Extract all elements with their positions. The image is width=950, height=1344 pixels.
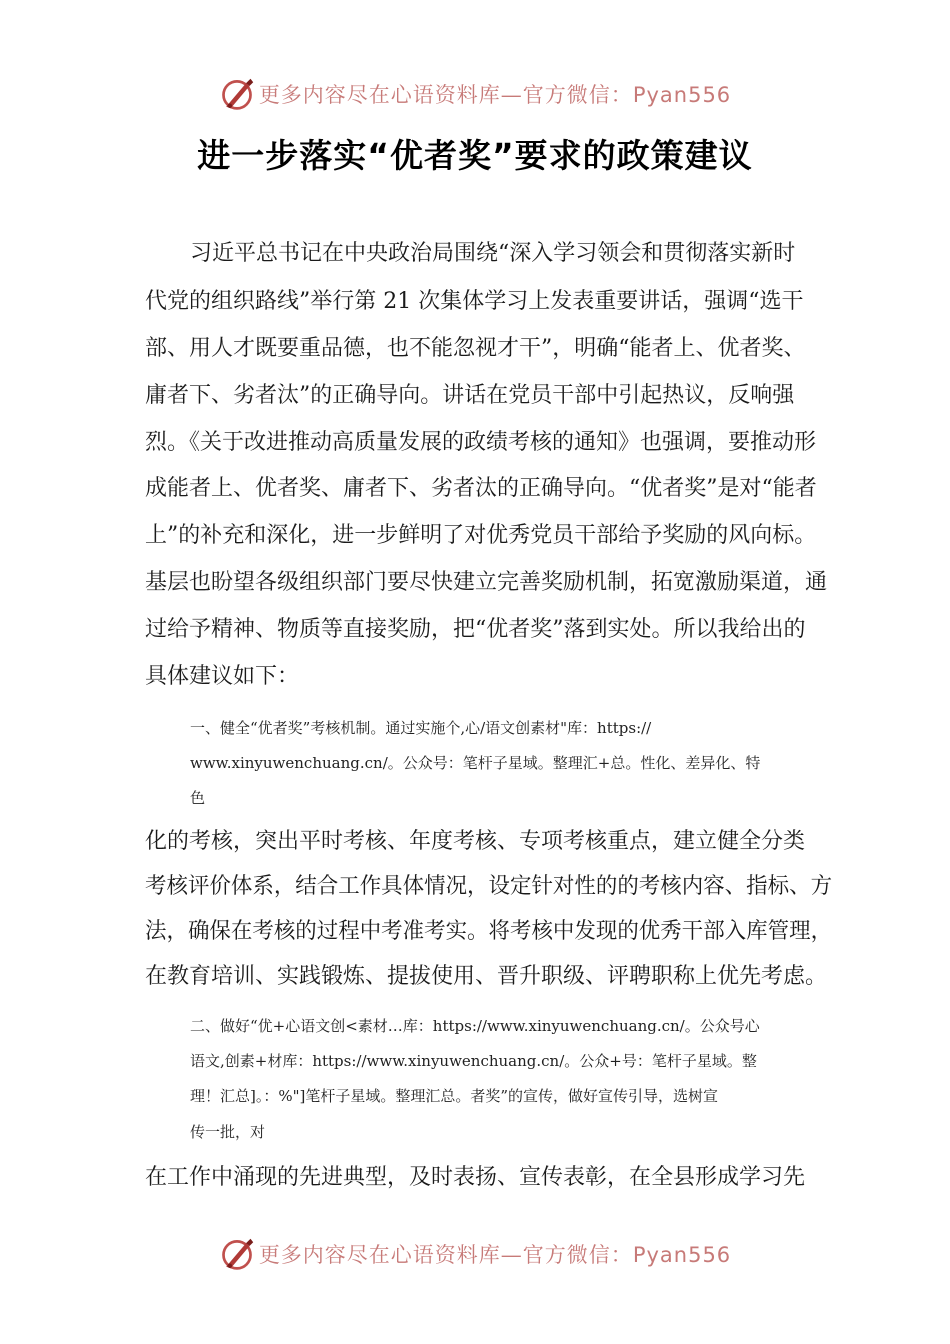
header-banner <box>0 72 950 116</box>
document-title: 进一步落实“优者奖”要求的政策建议 <box>197 136 753 175</box>
intro-line: 上”的补充和深化，进一步鲜明了对优秀党员干部给予奖励的风向标。 <box>145 523 817 548</box>
intro-line: 基层也盼望各级组织部门要尽快建立完善奖励机制，拓宽激励渠道，通 <box>145 570 828 595</box>
pen-logo-icon <box>219 1236 255 1272</box>
wechat-id: Pyan556 <box>632 83 732 107</box>
section1-heading-line: www.xinyuwenchuang.cn/。公众号：笔杆子星域。整理汇+总。性化、差异化、特 <box>190 754 761 772</box>
pen-logo-icon <box>219 76 255 112</box>
section1-line: 法，确保在考核的过程中考准考实。将考核中发现的优秀干部入库管理， <box>145 919 833 944</box>
section2-heading-line: 理！汇总]。：%"]笔杆子星域。整理汇总。者奖”的宣传，做好宣传引导，选树宣 <box>190 1087 719 1105</box>
section1-line: 在教育培训、实践锻炼、提拔使用、晋升职级、评聘职称上优先考虑。 <box>145 964 828 989</box>
section2-line: 在工作中涌现的先进典型，及时表扬、宣传表彰，在全县形成学习先 <box>145 1165 806 1190</box>
wechat-id: Pyan556 <box>632 1243 732 1267</box>
section2-heading-line: 传一批，对 <box>190 1123 266 1141</box>
intro-line: 具体建议如下： <box>145 664 300 689</box>
intro-line: 烈。《关于改进推动高质量发展的政绩考核的通知》也强调，要推动形 <box>145 430 817 455</box>
intro-line: 过给予精神、物质等直接奖励，把“优者奖”落到实处。所以我给出的 <box>145 617 806 642</box>
intro-line: 部、用人才既要重品德，也不能忽视才干”，明确“能者上、优者奖、 <box>145 336 806 361</box>
section1-line: 考核评价体系，结合工作具体情况，设定针对性的的考核内容、指标、方 <box>145 874 833 899</box>
intro-line: 习近平总书记在中央政治局围绕“深入学习领会和贯彻落实新时 <box>190 241 796 266</box>
intro-line: 成能者上、优者奖、庸者下、劣者汰的正确导向。“优者奖”是对“能者 <box>145 476 817 501</box>
section2-heading-line: 二、做好“优+心语文创<素材…库：https://www.xinyuwenchuang.cn/。公众号心 <box>190 1017 760 1035</box>
section2-heading-line: 语文,创素+材库：https://www.xinyuwenchuang.cn/。公众+号：笔杆子星域。整 <box>190 1052 757 1070</box>
section1-heading-line: 一、健全“优者奖”考核机制。通过实施个,心/语文创素材"库：https:// <box>190 719 652 737</box>
intro-line: 庸者下、劣者汰”的正确导向。讲话在党员干部中引起热议，反响强 <box>145 383 795 408</box>
section1-line: 化的考核，突出平时考核、年度考核、专项考核重点，建立健全分类 <box>145 829 806 854</box>
banner-text: 更多内容尽在心语资料库—官方微信：Pyan556 <box>258 1243 732 1267</box>
section1-heading-line: 色 <box>190 789 206 807</box>
footer-banner <box>0 1232 950 1276</box>
intro-line: 代党的组织路线”举行第 21 次集体学习上发表重要讲话，强调“选干 <box>145 289 804 314</box>
banner-text: 更多内容尽在心语资料库—官方微信：Pyan556 <box>258 83 732 107</box>
